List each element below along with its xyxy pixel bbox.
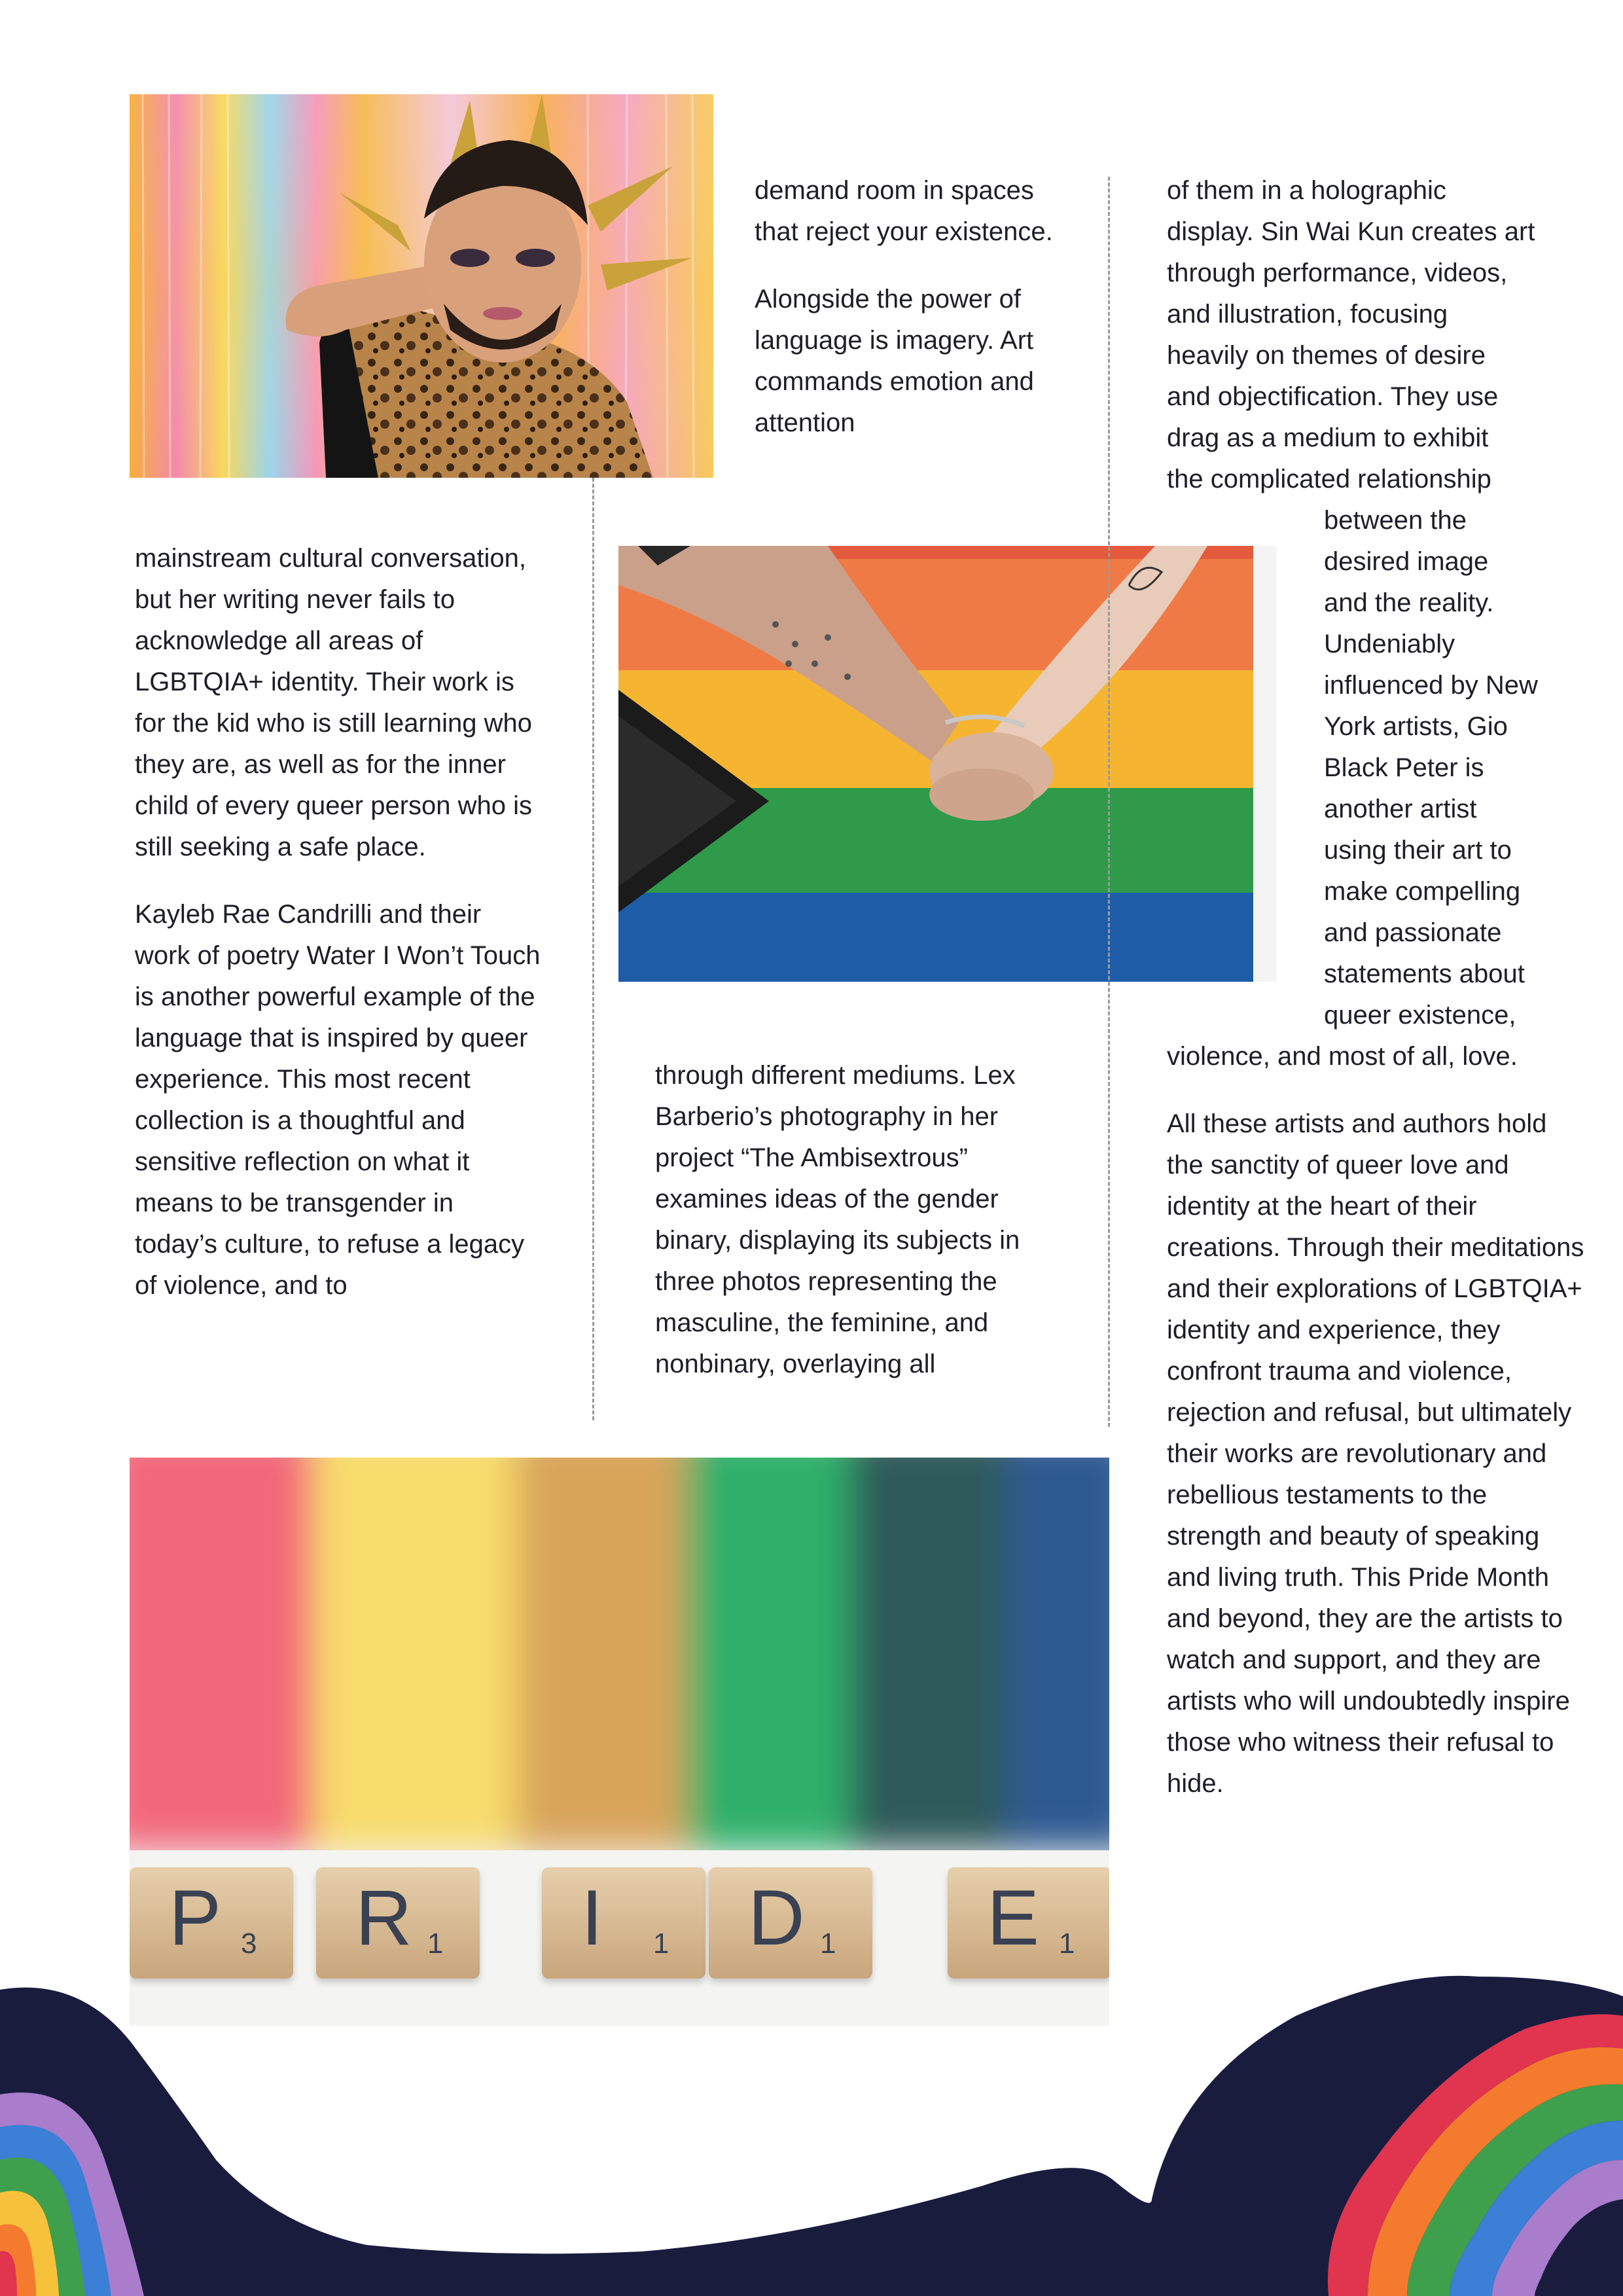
drag-portrait-photo: [130, 94, 713, 478]
tile-letter: D: [748, 1874, 805, 1962]
tile-points: 1: [653, 1928, 669, 1960]
col3-line: the complicated relationship: [1167, 465, 1491, 493]
col3-line: Undeniably: [1324, 630, 1455, 658]
col2-paragraph-2: Alongside the power of language is imagery. Art commands emotion and attention: [755, 285, 1034, 437]
scrabble-tile: [316, 1867, 480, 1979]
tile-letter: E: [987, 1874, 1040, 1962]
col3-line: of them in a holographic: [1167, 176, 1446, 205]
col3-line: Black Peter is: [1324, 753, 1484, 782]
tile-letter: I: [581, 1874, 603, 1962]
tile-points: 3: [241, 1928, 257, 1960]
col3-line: York artists, Gio: [1324, 712, 1508, 741]
col3-last-line: violence, and most of all, love.: [1167, 1042, 1518, 1071]
col2-paragraph-1: demand room in spaces that reject your existence.: [755, 176, 1053, 246]
col3-line: and passionate: [1324, 918, 1502, 947]
column-divider-right: [1108, 177, 1110, 1427]
col3-line: make compelling: [1324, 877, 1521, 906]
pride-tiles-photo: [130, 1458, 1109, 2026]
col3-line: and illustration, focusing: [1167, 300, 1448, 329]
col3-line: and the reality.: [1324, 588, 1494, 617]
tile-points: 1: [427, 1928, 444, 1960]
tile-letter: P: [169, 1874, 222, 1962]
col3-line: between the: [1324, 506, 1467, 535]
scrabble-tile: [542, 1867, 705, 1979]
col3-line: another artist: [1324, 795, 1477, 823]
col3-line: desired image: [1324, 547, 1489, 576]
col3-line: influenced by New: [1324, 671, 1538, 700]
column-2-top-text: [755, 170, 1082, 444]
scrabble-tile: [709, 1867, 872, 1979]
col3-line: and objectification. They use: [1167, 382, 1499, 411]
tile-letter: R: [355, 1874, 412, 1962]
col3-paragraph-1: [1167, 170, 1586, 1077]
col3-line: statements about: [1324, 960, 1525, 988]
rainbow-wave-footer: [0, 1964, 1623, 2296]
col3-line: drag as a medium to exhibit: [1167, 423, 1489, 452]
col3-line: using their art to: [1324, 836, 1512, 865]
col3-line: through performance, videos,: [1167, 259, 1508, 287]
col1-paragraph-1: mainstream cultural conversation, but her writing never fails to acknowledge all areas of LGBTQIA+ identity. Their work is for the kid who is still learning who they are, as well as for the inner child of every queer person who is still seeking a safe place.: [135, 544, 532, 861]
col3-line: display. Sin Wai Kun creates art: [1167, 217, 1535, 246]
column-1-text: [135, 538, 541, 1306]
scrabble-tile: [948, 1867, 1109, 1979]
col3-paragraph-2: All these artists and authors hold the sanctity of queer love and identity at the heart of their creations. Through their meditations and their explorations of LGBTQIA+ identity and experience, they confront trauma and violence, rejection and refusal, but ultimately their works are revolutionary and rebellious testaments to the strength and beauty of speaking and living truth. This Pride Month and beyond, they are the artists to watch and support, and they are artists who will undoubtedly inspire those who witness their refusal to hide.: [1167, 1109, 1584, 1798]
col3-line: heavily on themes of desire: [1167, 341, 1486, 370]
col1-paragraph-2: Kayleb Rae Candrilli and their work of poetry Water I Won’t Touch is another powerful example of the language that is inspired by queer experience. This most recent collection is a thoughtful and sensitive reflection on what it means to be transgender in today’s culture, to refuse a legacy of violence, and to: [135, 900, 541, 1300]
column-2-bottom-text: [655, 1055, 1074, 1385]
col3-line: queer existence,: [1324, 1001, 1516, 1030]
col2-paragraph-3: through different mediums. Lex Barberio’s photography in her project “The Ambisextrous” examines ideas of the gender binary, displaying its subjects in three photos representing the masculine, the feminine, and nonbinary, overlaying all: [655, 1061, 1020, 1378]
column-divider-left: [592, 478, 594, 1420]
tile-points: 1: [820, 1928, 836, 1960]
scrabble-tile: [130, 1867, 293, 1979]
column-3-text: [1167, 170, 1586, 1804]
tile-points: 1: [1059, 1928, 1075, 1960]
